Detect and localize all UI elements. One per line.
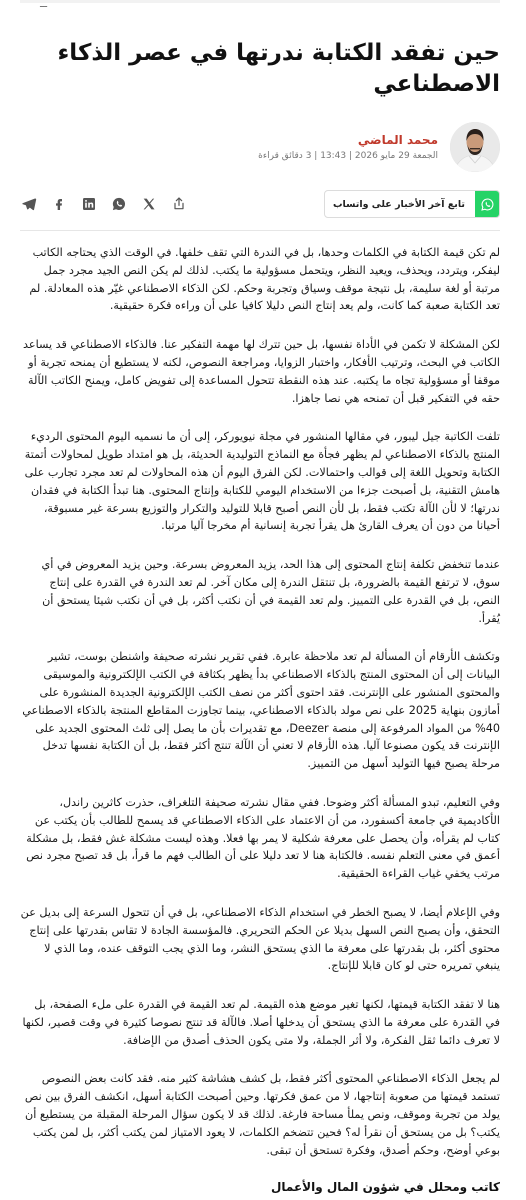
- article-paragraph: وتكشف الأرقام أن المسألة لم تعد ملاحظة عابرة. ففي تقرير نشرته صحيفة واشنطن بوست، تشير البيانات إلى أن المحتوى المنتج بالذكاء الاصطناعي بدأ يظهر بكثافة في الكتب الإلكترونية والموسيقى والمحتوى المنشور على الإنترنت. فقد احتوى أكثر من نصف الكتب الإلكترونية الجديدة المنشورة على أمازون بنهاية 2025 على نص مولد بالذكاء الاصطناعي، بينما تجاوزت المقاطع المنتجة بالذكاء الاصطناعي 40% من المواد المرفوعة إلى منصة Deezer، مع تقديرات بأن ما يصل إلى ثلث المحتوى الجديد على الإنترنت قد يكون مصنوعا آليا. هذه الأرقام لا تعني أن الآلة تنتج أكثر فقط، بل أن الكتابة نفسها تدخل مرحلة يصبح فيها التوليد أسهل من التمييز.: [22, 650, 500, 771]
- facebook-icon[interactable]: [50, 195, 68, 213]
- article-body: [20, 244, 500, 1194]
- article-paragraph: لم يجعل الذكاء الاصطناعي المحتوى أكثر فقط، بل كشف هشاشة كثير منه. فقد كانت بعض النصوص تستمد قيمتها من صعوبة إنتاجها، لا من عمق فكرتها. وحين أصبحت الكتابة أسهل، انكشف الفرق بين نص يولد من تجربة وموقف، ونص يملأ مساحة فارغة. لذلك قد لا يكون سؤال المرحلة المقبلة من يستطيع أن يكتب؟ بل من يستحق أن نقرأ له؟ فحين تتضخم الكلمات، لا يعود الامتياز لمن يكتب أكثر، بل لمن يكتب بوعي أوضح، وحكم أصدق، وفكرة تستحق أن تبقى.: [24, 1072, 500, 1157]
- author-block: [20, 118, 500, 176]
- article-paragraph: وفي الإعلام أيضا، لا يصبح الخطر في استخدام الذكاء الاصطناعي، بل في أن تتحول السرعة إلى بديل عن التحقق، وأن يصبح النص السهل بديلا عن الحكم التحريري. فالمؤسسة الجادة لا تقاس بقدرتها على إنتاج محتوى أكثر، بل بقدرتها على معرفة ما الذي يستحق النشر، وما الذي يجب التوقف عنده، وما الذي لا ينبغي تمريره حتى لو كان قابلا للإنتاج.: [20, 905, 500, 973]
- article-paragraph: عندما تنخفض تكلفة إنتاج المحتوى إلى هذا الحد، يزيد المعروض بسرعة. وحين يزيد المعروض في أي سوق، لا ترتفع القيمة بالضرورة، بل تنتقل الندرة إلى مكان آخر. لم تعد الندرة في القدرة على إنتاج النص، بل في القدرة على التمييز. ولم تعد القيمة في أن نكتب أكثر، بل في أن نكتب شيئا يستحق أن يُقرأ.: [41, 558, 500, 625]
- author-avatar[interactable]: [450, 122, 500, 172]
- article-paragraph: وفي التعليم، تبدو المسألة أكثر وضوحا. ففي مقال نشرته صحيفة التلغراف، حذرت كاثرين راندل، الأكاديمية في جامعة أكسفورد، من أن الاعتماد على الذكاء الاصطناعي قد يسمح للطالب بأن يكتب عن كتاب لم يقرأه، وأن يحصل على معرفة شكلية لا يمر بها فعلا. وهذه ليست مشكلة غش فقط، بل مشكلة أعمق في معنى التعلم نفسه. فالكتابة هنا لا تعد دليلا على أن الطالب فهم ما قرأ، بل قد تصبح مجرد نص مرتب يخفي غياب القراءة الحقيقية.: [26, 795, 500, 881]
- whatsapp-icon[interactable]: [110, 195, 128, 213]
- telegram-icon[interactable]: [20, 195, 38, 213]
- article-paragraph: لم تكن قيمة الكتابة في الكلمات وحدها، بل في الندرة التي تقف خلفها. في الوقت الذي يحتاجه الكاتب ليفكر، ويتردد، ويحذف، ويعيد النظر، ويتحمل مسؤولية ما يكتب. لذلك لم يكن النص الجيد مجرد جمل مرتبة أو لغة سليمة، بل نتيجة موقف وسياق وتجربة وحكم. لكن الذكاء الاصطناعي غيّر هذه المعادلة. لم تعد الكتابة صعبة كما كانت، ولم يعد إنتاج النص دليلا كافيا على أن وراءه فكرة حقيقية.: [29, 246, 500, 313]
- header-divider: [20, 230, 500, 231]
- author-name[interactable]: محمد الماضي: [357, 133, 438, 147]
- linkedin-icon[interactable]: [80, 195, 98, 213]
- author-info: [258, 133, 438, 161]
- article-paragraph: هنا لا تفقد الكتابة قيمتها، لكنها تغير موضع هذه القيمة. لم تعد القيمة في القدرة على ملء الصفحة، بل في القدرة على معرفة ما الذي يستحق أن يدخلها أصلا. فالآلة قد تنتج نصوصا كثيرة في وقت قصير، لكنها لا تعرف دائما ثقل الفكرة، ولا أثر الجملة، ولا متى يكون الحذف أصدق من الإضافة.: [22, 998, 500, 1047]
- top-tag: ـــ: [40, 0, 48, 9]
- whatsapp-follow-label: تابع آخر الأخبار على واتساب: [332, 198, 465, 210]
- author-signature: كاتب ومحلل في شؤون المال والأعمال: [270, 1180, 500, 1195]
- top-stripe: [20, 0, 500, 3]
- x-icon[interactable]: [140, 195, 158, 213]
- whatsapp-follow-button[interactable]: [324, 190, 500, 218]
- article-paragraph: تلفت الكاتبة جيل ليبور، في مقالها المنشور في مجلة نيويوركر، إلى أن ما نسميه اليوم المحتوى الرديء المنتج بالذكاء الاصطناعي لم يظهر فجأة مع النماذج التوليدية الحديثة، بل هو امتداد طويل لمحاولات أتمتة الكتابة وتحويل اللغة إلى قوالب واحتمالات. لكن الفرق اليوم أن هذه المحاولات لم تعد مجرد تجارب على هامش التقنية، بل أصبحت جزءا من الاستخدام اليومي للكتابة وإنتاج المحتوى. هنا تبدأ الكتابة في فقدان ندرتها؛ لا لأن الآلة تكتب فقط، بل لأن النص أصبح قابلا للتوليد والتكرار والتوزيع بسرعة غير مسبوقة، أحيانا من دون أن يعرف القارئ هل يقرأ تجربة إنسانية أم مخرجا آليا مرتبا.: [24, 430, 500, 533]
- whatsapp-follow-icon: [475, 191, 499, 217]
- share-icon[interactable]: [170, 195, 188, 213]
- share-row: [20, 190, 500, 218]
- share-icons: [20, 195, 188, 213]
- article-paragraph: لكن المشكلة لا تكمن في الأداة نفسها، بل حين تترك لها مهمة التفكير عنا. فالذكاء الاصطناعي قد يساعد الكاتب في البحث، وترتيب الأفكار، واختبار الزوايا، ومراجعة النصوص، لكنه لا يستطيع أن يمنحه تجربة أو موقفا أو مسؤولية تجاه ما يكتبه. عند هذه النقطة تتحول المساعدة إلى تفويض كامل، ويمنح الكاتب الآلة حقه في التفكير قبل أن تمنحه هي نصا جاهزا.: [23, 338, 500, 405]
- avatar-portrait-icon: [450, 122, 500, 172]
- article-meta: الجمعة 29 مايو 2026 | 13:43 | 3 دقائق قراءة: [258, 151, 438, 161]
- top-bar: [20, 0, 500, 14]
- article-title: حين تفقد الكتابة ندرتها في عصر الذكاء الاصطناعي: [57, 40, 500, 97]
